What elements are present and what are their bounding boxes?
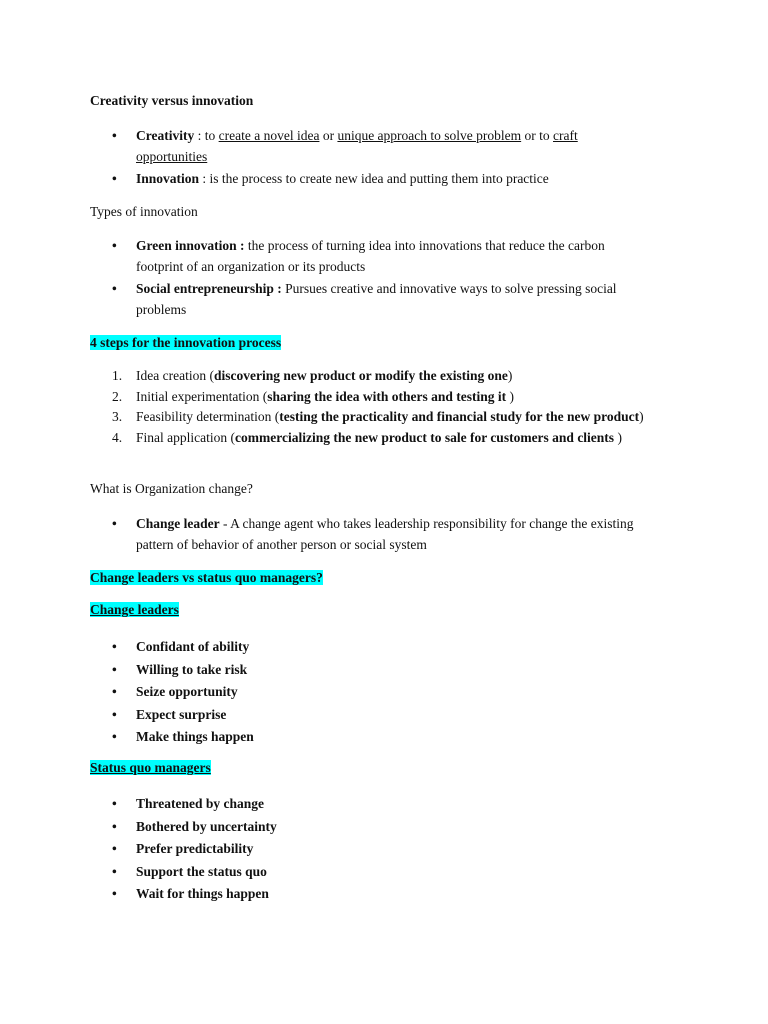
innovation-text: : is the process to create new idea and putting them into practice [199, 171, 549, 186]
status-quo-heading-text: Status quo managers [90, 760, 211, 775]
steps-list [90, 366, 650, 448]
step-number: 3. [112, 409, 123, 424]
step-item [90, 407, 650, 428]
change-leaders-list [90, 636, 650, 749]
step-bold: sharing the idea with others and testing it [267, 388, 507, 404]
step-pre: Initial experimentation ( [136, 388, 268, 404]
step-number: 4. [112, 429, 123, 445]
social-entrepreneurship-text: Pursues creative and innovative ways to solve pressing social problems [136, 281, 617, 317]
list-item: • Willing to take risk [90, 659, 650, 682]
list-item: • Prefer predictability [90, 838, 650, 861]
status-quo-list [90, 793, 650, 906]
step-bold: discovering new product or modify the existing one [213, 368, 508, 383]
types-list [90, 236, 650, 320]
list-item: • Seize opportunity [90, 681, 650, 704]
org-change-heading: What is Organization change? [90, 481, 253, 496]
green-innovation-item [90, 236, 650, 277]
creativity-phrase-1: create a novel idea [218, 128, 320, 143]
step-item [90, 387, 650, 408]
list-item: • Bothered by uncertainty [90, 816, 650, 839]
step-item [90, 428, 650, 449]
change-leaders-heading [90, 601, 179, 619]
green-innovation-term: Green innovation : [136, 238, 245, 253]
creativity-phrase-5: craft opportunities [136, 128, 578, 164]
list-item: • Confidant of ability [90, 636, 650, 659]
creativity-list [90, 126, 650, 190]
step-post: ) [614, 429, 622, 445]
list-item: • Make things happen [90, 726, 650, 749]
vs-heading-text: Change leaders vs status quo managers? [90, 570, 323, 585]
creativity-heading: Creativity versus innovation [90, 93, 254, 108]
status-quo-heading [90, 759, 211, 777]
list-item: • Wait for things happen [90, 883, 650, 906]
step-post: ) [506, 388, 514, 404]
step-item [90, 366, 650, 387]
creativity-phrase-2: or [319, 128, 338, 143]
creativity-term: Creativity [136, 128, 195, 143]
steps-heading [90, 334, 281, 352]
green-innovation-text: the process of turning idea into innovations that reduce the carbon footprint of an organization or its products [136, 238, 605, 274]
step-post: ) [507, 368, 513, 383]
step-bold: commercializing the new product to sale for customers and clients [234, 429, 615, 445]
list-item: • Expect surprise [90, 704, 650, 727]
change-leader-item [90, 514, 650, 555]
vs-heading [90, 569, 323, 587]
list-item: • Threatened by change [90, 793, 650, 816]
change-leader-text: - A change agent who takes leadership responsibility for change the existing pattern of behavior of another person or social system [136, 516, 634, 552]
creativity-phrase-3: unique approach to solve problem [337, 128, 522, 143]
social-entrepreneurship-item [90, 279, 650, 320]
step-number: 2. [112, 388, 123, 404]
step-pre: Final application ( [136, 429, 235, 445]
innovation-item [90, 169, 650, 190]
step-pre: Idea creation ( [136, 368, 214, 383]
types-heading: Types of innovation [90, 204, 198, 219]
steps-heading-text: 4 steps for the innovation process [90, 335, 282, 350]
step-post: ) [639, 409, 644, 424]
step-pre: Feasibility determination ( [136, 409, 280, 424]
step-bold: testing the practicality and financial study for the new product [279, 409, 640, 424]
creativity-item [90, 126, 650, 167]
step-number: 1. [112, 368, 123, 383]
change-leaders-heading-text: Change leaders [90, 602, 179, 617]
org-change-list [90, 514, 650, 555]
list-item: • Support the status quo [90, 861, 650, 884]
social-entrepreneurship-term: Social entrepreneurship : [136, 281, 282, 296]
creativity-sep: : to [194, 128, 219, 143]
change-leader-term: Change leader [136, 516, 220, 531]
innovation-term: Innovation [136, 171, 200, 186]
creativity-phrase-4: or to [521, 128, 554, 143]
